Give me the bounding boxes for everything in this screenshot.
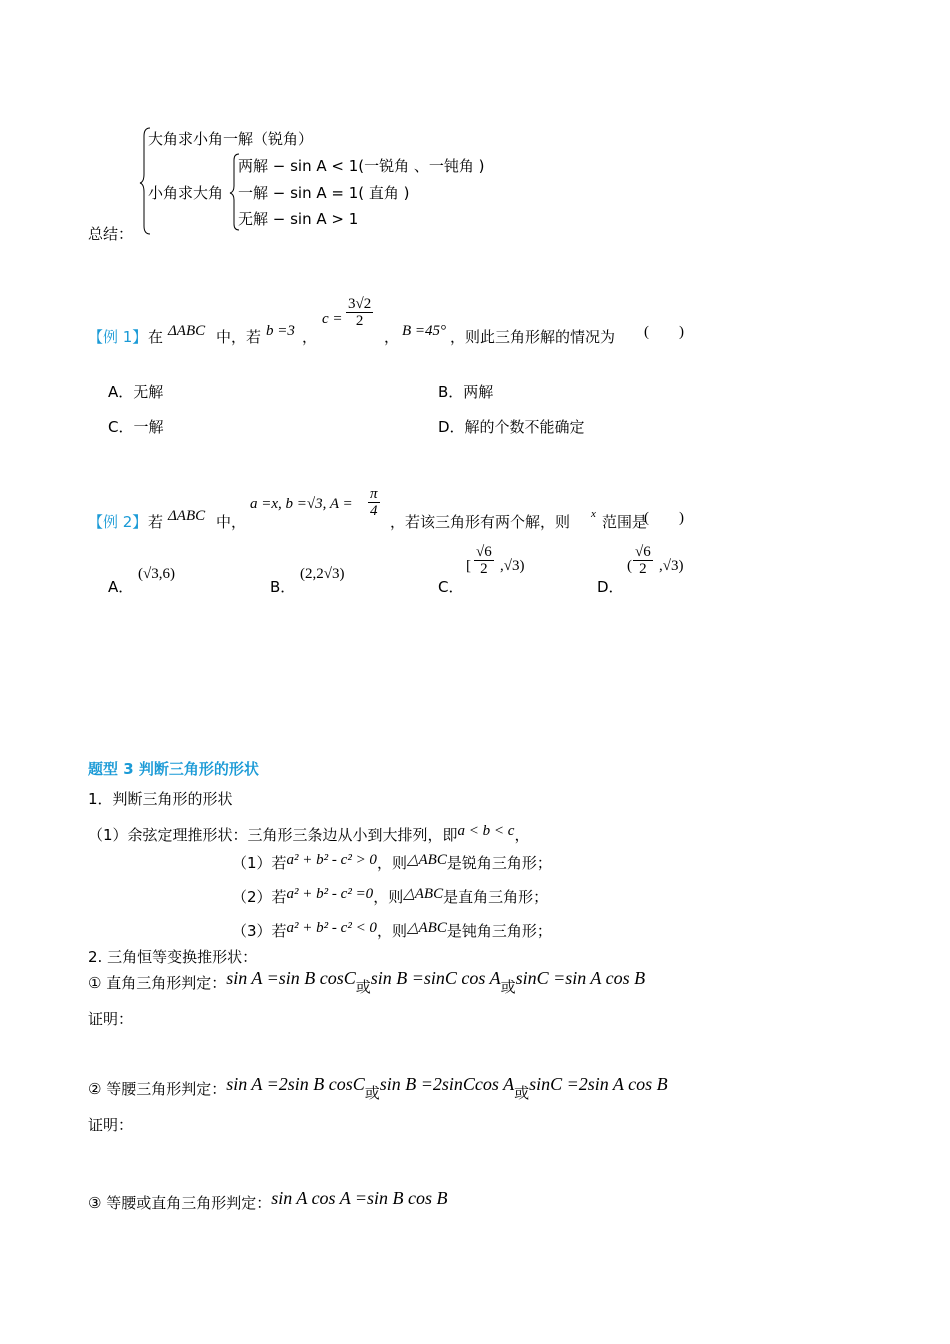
iso-formula-2: sin B =2sinCcos A — [379, 1074, 515, 1094]
example2-option-c-open: [ — [466, 558, 471, 574]
example1-comma2: ， — [384, 328, 400, 346]
case-acute-result: 是锐角三角形； — [446, 854, 552, 872]
isosceles-criterion — [88, 1074, 668, 1102]
law-cos-case-acute — [232, 852, 552, 873]
example2-option-b-letter: B． — [270, 578, 296, 596]
iso-formula-3: sinC =2sin A cos B — [529, 1074, 668, 1094]
example2-prefix: 若 — [148, 513, 164, 531]
case-obtuse-tri: △ABC — [406, 920, 447, 936]
example1-c-num: 3√2 — [348, 296, 372, 312]
example2-option-d-fraction — [633, 544, 653, 577]
iso-or-2: 或 — [514, 1084, 530, 1102]
example2-option-d-den: 2 — [639, 561, 647, 577]
example2-option-d — [597, 540, 707, 596]
section3-item1: 1．判断三角形的形状 — [88, 790, 233, 808]
example2-option-c-tail: ,√3) — [500, 558, 525, 574]
case-acute-mid: ，则 — [376, 854, 407, 872]
example2-pi-fraction — [368, 486, 380, 519]
right-or-2: 或 — [500, 978, 516, 996]
example2-option-c-fraction — [474, 544, 494, 577]
example1-prefix: 在 — [148, 328, 164, 346]
example2-option-d-open: ( — [627, 558, 632, 574]
case-obtuse-num: （3）若 — [232, 922, 287, 940]
right-label: ① 直角三角形判定： — [88, 974, 227, 992]
case-acute-num: （1）若 — [232, 854, 287, 872]
example2-condition: a =x, b =√3, A = — [250, 496, 353, 512]
right-or-1: 或 — [355, 978, 371, 996]
iso-right-label: ③ 等腰或直角三角形判定： — [88, 1194, 272, 1212]
case-right-mid: ，则 — [373, 888, 404, 906]
example1-option-b: B．两解 — [438, 383, 494, 401]
right-triangle-criterion — [88, 968, 646, 996]
example1-tag: 【例 1】 — [88, 328, 148, 346]
example2-option-c-letter: C． — [438, 578, 464, 596]
example1-B: B =45° — [402, 323, 447, 339]
iso-or-1: 或 — [364, 1084, 380, 1102]
summary-case-one: 一解 − sin A = 1( 直角 ) — [238, 184, 410, 202]
example1-triangle: ΔABC — [168, 323, 206, 339]
iso-or-right-criterion — [88, 1188, 448, 1212]
example2-option-d-num: √6 — [635, 544, 651, 560]
case-right-tri: △ABC — [403, 886, 444, 902]
example2-option-a-value: (√3,6) — [138, 566, 175, 582]
example2-pi-num: π — [370, 486, 378, 502]
law-cos-order: a < b < c — [457, 823, 515, 839]
example1-c-fraction — [346, 296, 373, 329]
summary-big-small: 大角求小角一解（锐角） — [148, 130, 314, 148]
example2-tag: 【例 2】 — [88, 513, 148, 531]
example1-b: b =3 — [266, 323, 295, 339]
example2-suffix2: 范围是 — [602, 513, 648, 531]
law-cos-order-tail: ， — [514, 826, 530, 844]
law-cos-intro — [88, 824, 529, 845]
example1-option-a: A．无解 — [108, 383, 164, 401]
example2-option-d-tail: ,√3) — [659, 558, 684, 574]
case-obtuse-result: 是钝角三角形； — [446, 922, 552, 940]
case-obtuse-expr: a² + b² - c² < 0 — [286, 920, 377, 936]
example1-paren: ( ) — [644, 324, 684, 340]
example1-comma1: ， — [302, 328, 318, 346]
case-acute-expr: a² + b² - c² > 0 — [286, 852, 377, 868]
iso-proof-label: 证明： — [88, 1116, 134, 1134]
example2-paren: ( ) — [644, 510, 684, 526]
case-right-result: 是直角三角形； — [443, 888, 549, 906]
case-right-expr: a² + b² - c² =0 — [286, 886, 374, 902]
summary-label: 总结： — [88, 225, 134, 243]
example1-mid: 中，若 — [216, 328, 262, 346]
right-proof-label: 证明： — [88, 1010, 134, 1028]
iso-formula-1: sin A =2sin B cosC — [226, 1074, 365, 1094]
example2-option-a-letter: A． — [108, 578, 134, 596]
example2-pi-den: 4 — [370, 503, 378, 519]
right-formula-2: sin B =sinC cos A — [370, 968, 501, 988]
example2-option-c-num: √6 — [476, 544, 492, 560]
example2-option-b — [270, 566, 345, 596]
law-cos-case-obtuse — [232, 920, 552, 941]
summary-case-two: 两解 − sin A < 1(一锐角 、一钝角 ) — [238, 157, 485, 175]
example1-c-den: 2 — [355, 313, 364, 329]
example2-suffix1: ，若该三角形有两个解，则 — [390, 513, 571, 531]
iso-right-formula: sin A cos A =sin B cos B — [271, 1188, 448, 1208]
example1-option-c: C．一解 — [108, 418, 164, 436]
section3-title: 题型 3 判断三角形的形状 — [88, 760, 259, 778]
law-cos-case-right — [232, 886, 548, 907]
example1-c-lhs: c = — [322, 311, 343, 327]
right-formula-1: sin A =sin B cosC — [226, 968, 356, 988]
example1-suffix: ，则此三角形解的情况为 — [450, 328, 616, 346]
iso-label: ② 等腰三角形判定： — [88, 1080, 227, 1098]
example2-var: x — [591, 508, 596, 520]
law-cos-intro-text: （1）余弦定理推形状：三角形三条边从小到大排列，即 — [88, 826, 458, 844]
example2-option-c — [438, 540, 548, 596]
summary-small-big: 小角求大角 — [148, 184, 224, 202]
example1-option-d: D．解的个数不能确定 — [438, 418, 585, 436]
section3-item2: 2. 三角恒等变换推形状： — [88, 948, 258, 966]
case-acute-tri: △ABC — [406, 852, 447, 868]
case-obtuse-mid: ，则 — [376, 922, 407, 940]
example2-option-b-value: (2,2√3) — [300, 566, 345, 582]
example2-option-d-letter: D． — [597, 578, 624, 596]
example2-option-a — [108, 566, 175, 596]
example2-option-c-den: 2 — [480, 561, 488, 577]
example2-triangle: ΔABC — [168, 508, 206, 524]
right-formula-3: sinC =sin A cos B — [515, 968, 646, 988]
summary-case-none: 无解 − sin A > 1 — [238, 210, 359, 228]
example2-mid: 中， — [216, 513, 247, 531]
case-right-num: （2）若 — [232, 888, 287, 906]
